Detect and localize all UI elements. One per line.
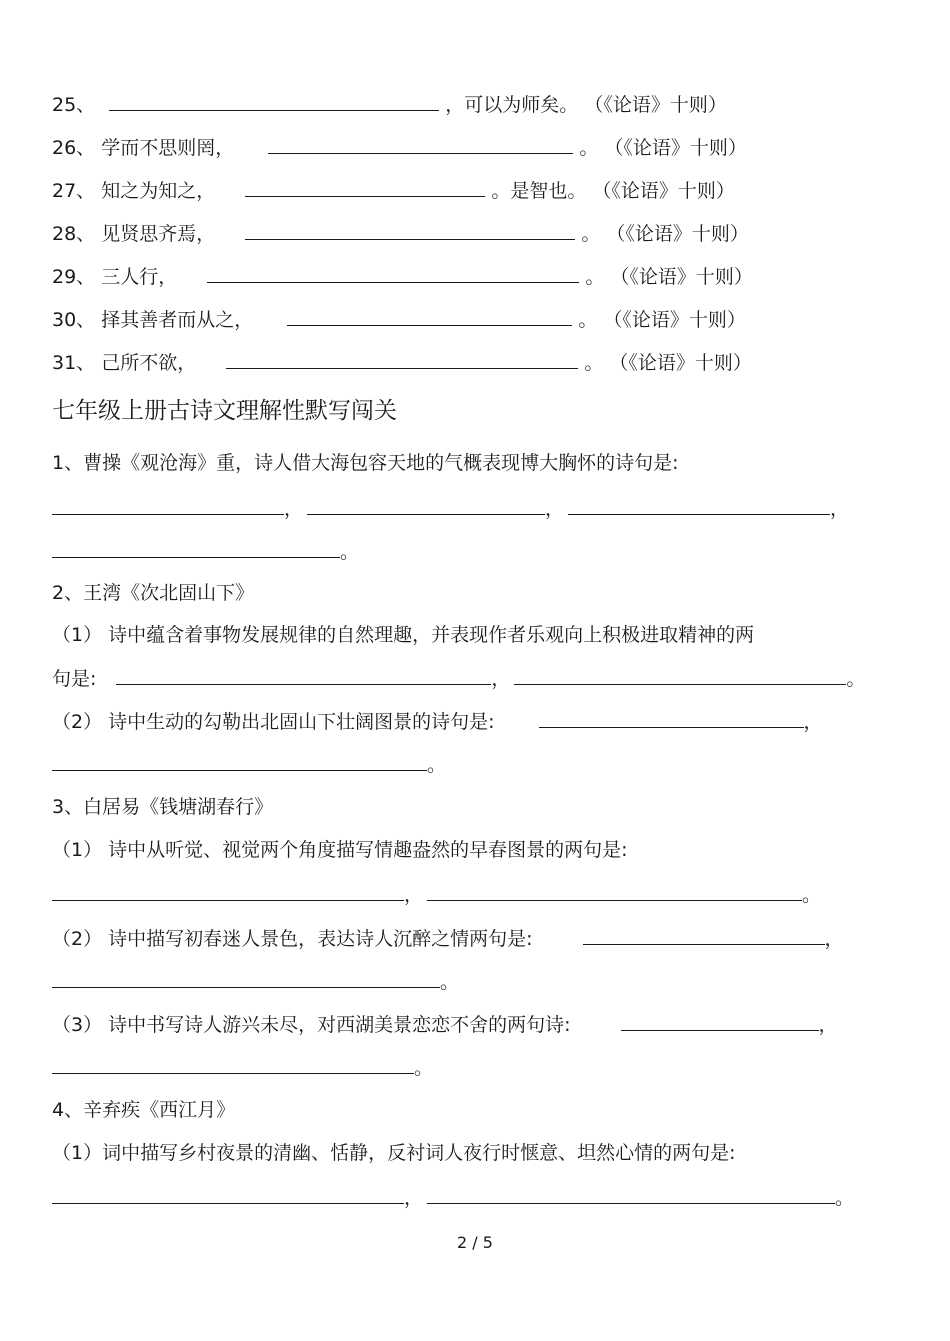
answer-blank[interactable] bbox=[514, 664, 846, 685]
list-item bbox=[52, 262, 753, 290]
list-item bbox=[52, 305, 746, 333]
period: 。 bbox=[340, 541, 360, 563]
question-2-title: 2、王湾《次北固山下》 bbox=[52, 582, 255, 604]
item-text-before: 三人行， bbox=[101, 266, 178, 288]
item-text-after: 。 bbox=[585, 266, 605, 288]
question-3-sub1: （1） 诗中从听觉、视觉两个角度描写情趣盎然的早春图景的两句是: bbox=[52, 839, 628, 861]
question-4-sub1-answer-line bbox=[52, 1183, 854, 1211]
list-item bbox=[52, 90, 727, 118]
answer-blank[interactable] bbox=[52, 1053, 414, 1074]
item-text-after: ，可以为师矣。 bbox=[445, 94, 579, 116]
comma: ， bbox=[818, 1014, 838, 1036]
question-2-sub2 bbox=[52, 707, 823, 735]
answer-blank[interactable] bbox=[427, 880, 802, 901]
answer-blank[interactable] bbox=[307, 494, 545, 515]
question-1-answer-line bbox=[52, 494, 849, 522]
comma: ， bbox=[830, 498, 850, 520]
source-citation: （《论语》十则） bbox=[606, 223, 749, 245]
sub-prompt: （2） 诗中生动的勾勒出北固山下壮阔图景的诗句是: bbox=[52, 711, 495, 733]
item-text-before: 己所不欲， bbox=[101, 352, 197, 374]
answer-blank[interactable] bbox=[52, 880, 404, 901]
answer-blank[interactable] bbox=[109, 90, 439, 111]
item-number: 25、 bbox=[52, 94, 96, 116]
question-3-sub2-answer-line bbox=[52, 967, 459, 995]
item-text-after: 。 bbox=[578, 309, 598, 331]
sub-prompt: （3） 诗中书写诗人游兴未尽，对西湖美景恋恋不舍的两句诗: bbox=[52, 1014, 571, 1036]
comma: ， bbox=[404, 884, 424, 906]
answer-blank[interactable] bbox=[226, 348, 578, 369]
question-3-sub3 bbox=[52, 1010, 838, 1038]
question-3-sub2 bbox=[52, 924, 844, 952]
list-item bbox=[52, 176, 735, 204]
list-item bbox=[52, 348, 752, 376]
item-number: 28、 bbox=[52, 223, 96, 245]
item-text-after: 。 bbox=[581, 223, 601, 245]
answer-blank[interactable] bbox=[52, 537, 340, 558]
item-text-after: 。 bbox=[579, 137, 599, 159]
period: 。 bbox=[846, 668, 866, 690]
answer-blank[interactable] bbox=[427, 1183, 835, 1204]
source-citation: （《论语》十则） bbox=[609, 352, 752, 374]
answer-blank[interactable] bbox=[568, 494, 830, 515]
answer-blank[interactable] bbox=[621, 1010, 819, 1031]
question-2-sub1-answer-line bbox=[52, 664, 865, 692]
answer-blank[interactable] bbox=[52, 1183, 404, 1204]
item-text-before: 知之为知之， bbox=[101, 180, 216, 202]
period: 。 bbox=[427, 754, 447, 776]
question-3-title: 3、白居易《钱塘湖春行》 bbox=[52, 796, 274, 818]
period: 。 bbox=[414, 1057, 434, 1079]
answer-blank[interactable] bbox=[207, 262, 579, 283]
comma: ， bbox=[545, 498, 565, 520]
answer-blank[interactable] bbox=[245, 219, 575, 240]
comma: ， bbox=[803, 711, 823, 733]
source-citation: （《论语》十则） bbox=[592, 180, 735, 202]
answer-blank[interactable] bbox=[287, 305, 572, 326]
comma: ， bbox=[824, 928, 844, 950]
period: 。 bbox=[802, 884, 822, 906]
question-3-sub1-answer-line bbox=[52, 880, 821, 908]
question-4-sub1: （1）词中描写乡村夜景的清幽、恬静，反衬词人夜行时惬意、坦然心情的两句是: bbox=[52, 1142, 736, 1164]
item-number: 29、 bbox=[52, 266, 96, 288]
list-item bbox=[52, 219, 749, 247]
item-text-before: 择其善者而从之， bbox=[101, 309, 254, 331]
item-text-after: 。是智也。 bbox=[491, 180, 587, 202]
source-citation: （《论语》十则） bbox=[584, 94, 727, 116]
source-citation: （《论语》十则） bbox=[604, 137, 747, 159]
answer-blank[interactable] bbox=[116, 664, 491, 685]
question-1-title: 1、曹操《观沧海》重，诗人借大海包容天地的气概表现博大胸怀的诗句是: bbox=[52, 452, 679, 474]
item-number: 31、 bbox=[52, 352, 96, 374]
page-number: 2 / 5 bbox=[457, 1233, 493, 1252]
source-citation: （《论语》十则） bbox=[603, 309, 746, 331]
section-title: 七年级上册古诗文理解性默写闯关 bbox=[52, 398, 397, 424]
comma: ， bbox=[284, 498, 304, 520]
question-2-sub1: （1） 诗中蕴含着事物发展规律的自然理趣，并表现作者乐观向上积极进取精神的两 bbox=[52, 624, 755, 646]
item-text-before: 学而不思则罔， bbox=[101, 137, 235, 159]
period: 。 bbox=[835, 1187, 855, 1209]
source-citation: （《论语》十则） bbox=[610, 266, 753, 288]
answer-blank[interactable] bbox=[268, 133, 573, 154]
list-item bbox=[52, 133, 747, 161]
answer-blank[interactable] bbox=[245, 176, 485, 197]
question-1-answer-line bbox=[52, 537, 359, 565]
question-4-title: 4、辛弃疾《西江月》 bbox=[52, 1099, 236, 1121]
sub-prompt: 句是: bbox=[52, 668, 97, 690]
answer-blank[interactable] bbox=[52, 967, 440, 988]
item-number: 26、 bbox=[52, 137, 96, 159]
answer-blank[interactable] bbox=[583, 924, 825, 945]
sub-prompt: （2） 诗中描写初春迷人景色，表达诗人沉醉之情两句是: bbox=[52, 928, 533, 950]
answer-blank[interactable] bbox=[539, 707, 804, 728]
comma: ， bbox=[404, 1187, 424, 1209]
question-3-sub3-answer-line bbox=[52, 1053, 433, 1081]
item-text-before: 见贤思齐焉， bbox=[101, 223, 216, 245]
answer-blank[interactable] bbox=[52, 494, 284, 515]
comma: ， bbox=[491, 668, 511, 690]
answer-blank[interactable] bbox=[52, 750, 427, 771]
item-number: 27、 bbox=[52, 180, 96, 202]
item-number: 30、 bbox=[52, 309, 96, 331]
item-text-after: 。 bbox=[584, 352, 604, 374]
period: 。 bbox=[440, 971, 460, 993]
question-2-sub2-answer-line bbox=[52, 750, 446, 778]
